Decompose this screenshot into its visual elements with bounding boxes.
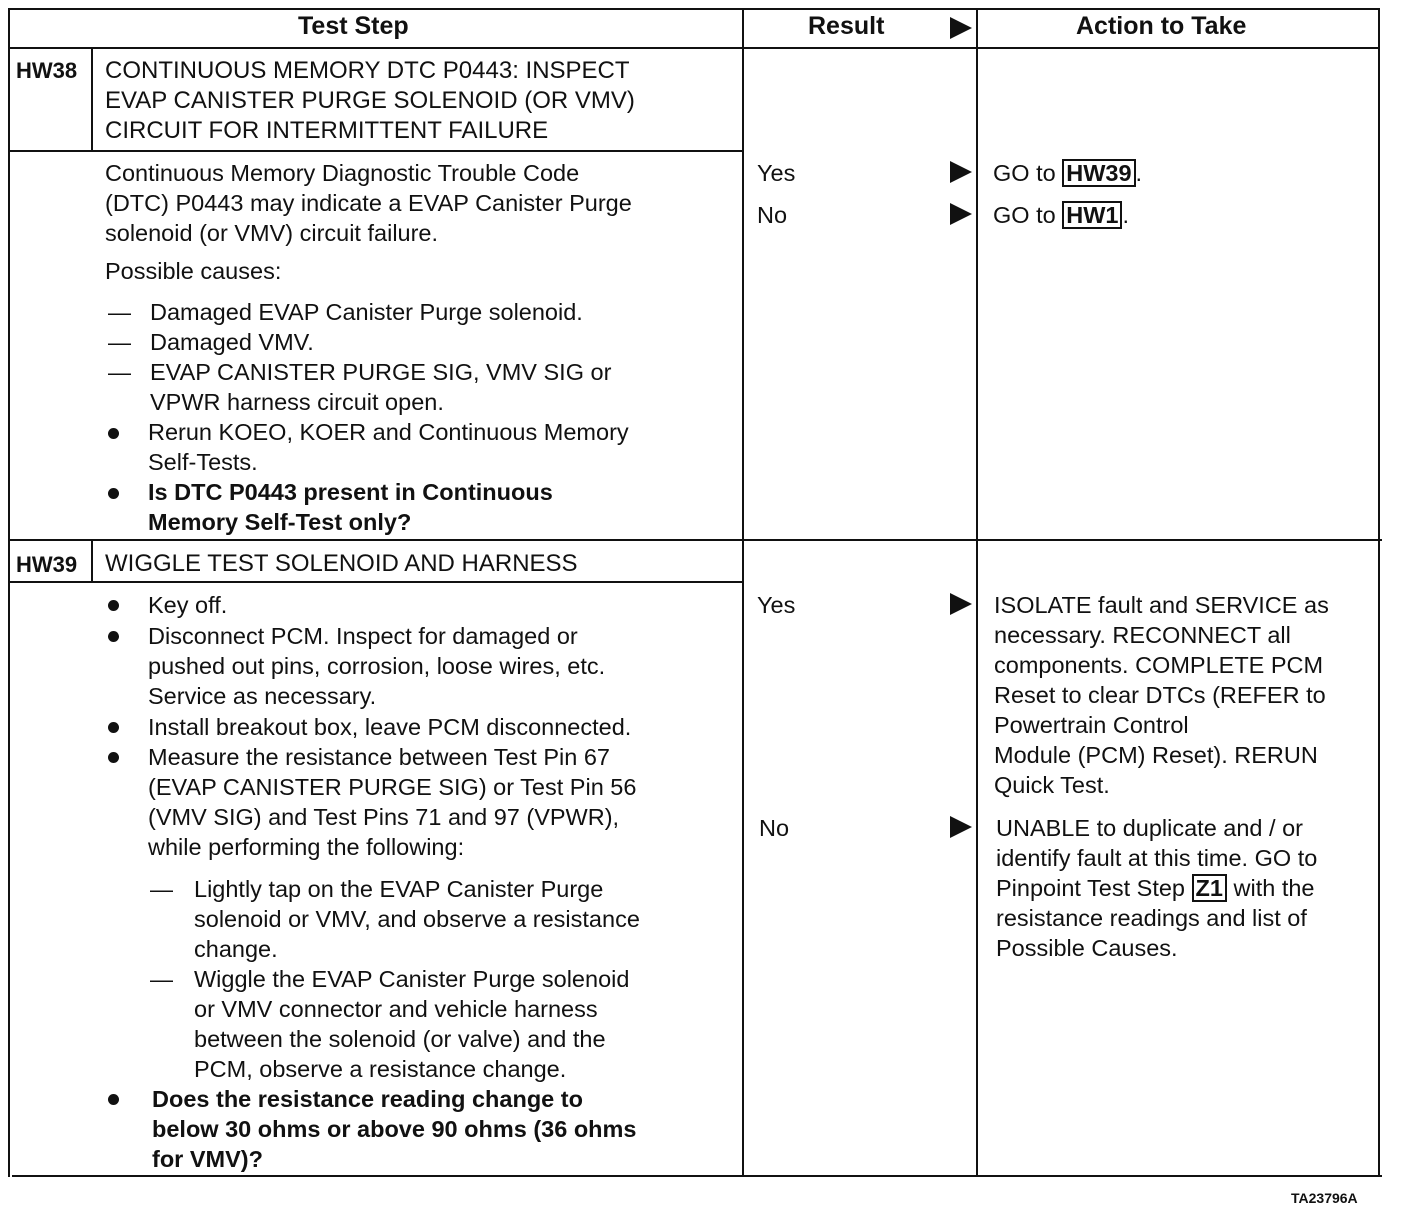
hw38-intro-line: (DTC) P0443 may indicate a EVAP Canister Purge <box>105 190 632 216</box>
hw39-bullet-line: (EVAP CANISTER PURGE SIG) or Test Pin 56 <box>148 774 637 800</box>
hw39-bullet-line: Measure the resistance between Test Pin 67 <box>148 744 611 770</box>
hw38-intro-line: solenoid (or VMV) circuit failure. <box>105 220 439 246</box>
hw38-question <box>148 477 553 537</box>
header-divider <box>8 47 1378 49</box>
hw38-cause: Damaged EVAP Canister Purge solenoid. <box>150 299 583 325</box>
result-arrow-icon <box>950 593 972 615</box>
hw38-cause-continued: VPWR harness circuit open. <box>150 389 444 415</box>
hw39-title: WIGGLE TEST SOLENOID AND HARNESS <box>105 550 578 577</box>
hw38-bullet-line: Self-Tests. <box>148 449 258 475</box>
hw38-step-code: HW38 <box>16 58 78 83</box>
hw39-subdash-line: PCM, observe a resistance change. <box>194 1056 567 1082</box>
bullet-icon <box>108 428 119 439</box>
action-period: . <box>1135 160 1143 186</box>
header-result: Result <box>808 12 885 40</box>
hw38-question-line: Memory Self-Test only? <box>148 509 412 535</box>
dash-icon: — <box>108 299 131 325</box>
hw39-action-yes-line: components. COMPLETE PCM <box>994 652 1324 678</box>
hw39-bullet-line: pushed out pins, corrosion, loose wires, etc. <box>148 653 606 679</box>
hw39-action-yes-line: Powertrain Control <box>994 712 1189 738</box>
bullet-icon <box>108 488 119 499</box>
hw39-bullet-line: (VMV SIG) and Test Pins 71 and 97 (VPWR), <box>148 804 620 830</box>
action-go-to: GO to <box>993 202 1056 228</box>
hw38-title-line: CONTINUOUS MEMORY DTC P0443: INSPECT <box>105 57 630 84</box>
hw38-cause: EVAP CANISTER PURGE SIG, VMV SIG or <box>150 359 612 385</box>
hw39-question-line: Does the resistance reading change to <box>152 1086 583 1112</box>
hw39-bullet: Install breakout box, leave PCM disconnected. <box>148 714 632 740</box>
hw39-subdash-line: or VMV connector and vehicle harness <box>194 996 598 1022</box>
column-divider-result <box>742 8 744 1177</box>
header-arrow-icon <box>950 17 972 39</box>
hw39-question-line: for VMV)? <box>152 1146 263 1172</box>
column-divider-action <box>976 8 978 1177</box>
hw39-action-no-line <box>996 873 1317 903</box>
dash-icon: — <box>108 329 131 355</box>
header-action: Action to Take <box>1076 12 1247 40</box>
dash-icon: — <box>108 359 131 385</box>
hw39-bullet-line: while performing the following: <box>148 834 465 860</box>
hw38-title-underline <box>8 150 744 152</box>
hw39-action-no <box>996 813 1317 963</box>
hw39-subdash <box>194 964 629 1084</box>
hw38-title-line: EVAP CANISTER PURGE SOLENOID (OR VMV) <box>105 87 635 114</box>
hw38-bullet <box>148 417 629 477</box>
hw39-action-yes-line: necessary. RECONNECT all <box>994 622 1291 648</box>
result-arrow-icon <box>950 816 972 838</box>
hw39-title-underline <box>8 581 744 583</box>
hw39-question-line: below 30 ohms or above 90 ohms (36 ohms <box>152 1116 637 1142</box>
bullet-icon <box>108 1094 119 1105</box>
table-border-left <box>8 8 10 1177</box>
table-border-right <box>1378 8 1380 1177</box>
result-arrow-icon <box>950 161 972 183</box>
hw38-title-line: CIRCUIT FOR INTERMITTENT FAILURE <box>105 117 549 144</box>
hw38-result-yes: Yes <box>757 160 796 186</box>
hw39-action-yes-line: Reset to clear DTCs (REFER to <box>994 682 1326 708</box>
hw38-action-no <box>993 200 1129 230</box>
hw38-intro-line: Continuous Memory Diagnostic Trouble Code <box>105 160 580 186</box>
hw39-subdash-line: solenoid or VMV, and observe a resistance <box>194 906 640 932</box>
action-pinpoint-text: Pinpoint Test Step <box>996 875 1185 901</box>
hw39-action-yes-line: Module (PCM) Reset). RERUN <box>994 742 1318 768</box>
hw39-action-no-line: UNABLE to duplicate and / or <box>996 815 1303 841</box>
bullet-icon <box>108 752 119 763</box>
step-ref-link[interactable]: Z1 <box>1192 874 1227 902</box>
hw39-code-divider <box>91 541 93 583</box>
hw39-subdash <box>194 874 640 964</box>
hw39-result-yes: Yes <box>757 592 796 618</box>
result-arrow-icon <box>950 203 972 225</box>
hw38-possible-causes-label: Possible causes: <box>105 258 282 284</box>
hw39-result-no: No <box>759 815 790 841</box>
hw39-action-yes <box>994 590 1329 800</box>
hw39-bullet-line: Service as necessary. <box>148 683 377 709</box>
step-ref-link[interactable]: HW39 <box>1062 159 1135 187</box>
hw39-bullet <box>148 621 605 711</box>
hw38-bullet-line: Rerun KOEO, KOER and Continuous Memory <box>148 419 629 445</box>
action-with-the-text: with the <box>1233 875 1315 901</box>
hw39-bullet <box>148 742 636 862</box>
hw38-code-divider <box>91 49 93 151</box>
hw39-action-no-line: resistance readings and list of <box>996 905 1307 931</box>
hw39-subdash-line: change. <box>194 936 278 962</box>
bullet-icon <box>108 631 119 642</box>
hw39-action-yes-line: ISOLATE fault and SERVICE as <box>994 592 1329 618</box>
hw39-subdash-line: between the solenoid (or valve) and the <box>194 1026 606 1052</box>
hw39-subdash-line: Wiggle the EVAP Canister Purge solenoid <box>194 966 630 992</box>
bullet-icon <box>108 600 119 611</box>
hw39-action-no-line: Possible Causes. <box>996 935 1178 961</box>
table-border-top <box>8 8 1378 10</box>
hw39-bullet-line: Disconnect PCM. Inspect for damaged or <box>148 623 578 649</box>
hw38-intro <box>105 158 632 248</box>
hw38-question-line: Is DTC P0443 present in Continuous <box>148 479 553 505</box>
table-border-bottom <box>12 1175 1382 1177</box>
hw39-question <box>152 1084 637 1174</box>
dash-icon: — <box>150 966 173 992</box>
hw38-title <box>105 56 635 146</box>
hw38-action-yes <box>993 158 1142 188</box>
header-test-step: Test Step <box>298 12 409 40</box>
step-ref-link[interactable]: HW1 <box>1062 201 1122 229</box>
hw39-action-no-line: identify fault at this time. GO to <box>996 845 1318 871</box>
action-go-to: GO to <box>993 160 1056 186</box>
hw38-cause: Damaged VMV. <box>150 329 314 355</box>
hw39-action-yes-line: Quick Test. <box>994 772 1110 798</box>
figure-id: TA23796A <box>1291 1190 1358 1206</box>
bullet-icon <box>108 722 119 733</box>
hw38-result-no: No <box>757 202 788 228</box>
dash-icon: — <box>150 876 173 902</box>
hw39-bullet: Key off. <box>148 592 228 618</box>
hw39-step-code: HW39 <box>16 552 78 577</box>
hw39-subdash-line: Lightly tap on the EVAP Canister Purge <box>194 876 604 902</box>
section-divider <box>8 539 1382 541</box>
action-period: . <box>1122 202 1129 228</box>
